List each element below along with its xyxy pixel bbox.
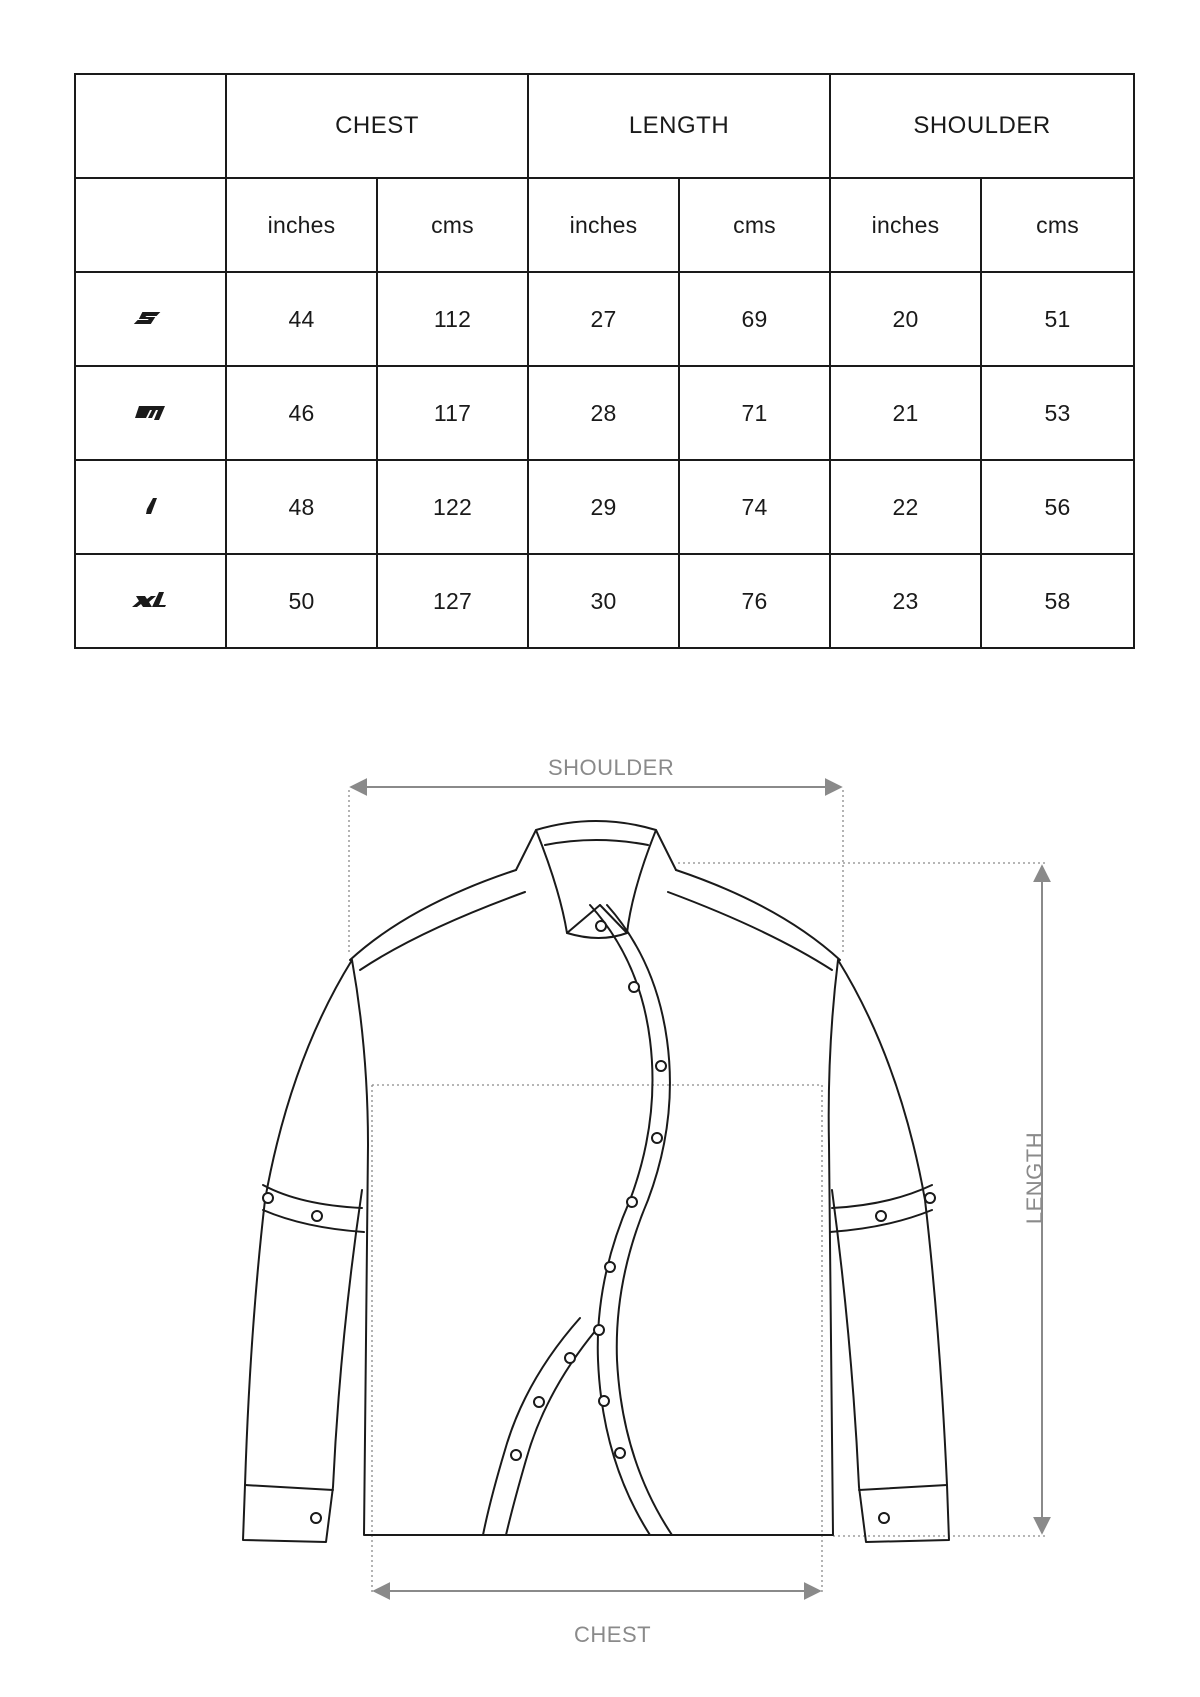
table-cell: 56 xyxy=(981,460,1134,554)
button-icon xyxy=(629,982,639,992)
yoke-left-top xyxy=(350,870,516,960)
table-cell: 50 xyxy=(226,554,377,648)
button-icon xyxy=(511,1450,521,1460)
table-cell: 46 xyxy=(226,366,377,460)
measurement-arrows xyxy=(351,787,1042,1591)
button-icon xyxy=(876,1211,886,1221)
unit-cell: inches xyxy=(830,178,981,272)
button-icon xyxy=(263,1193,273,1203)
left-band-top xyxy=(263,1185,362,1208)
header-shoulder: SHOULDER xyxy=(830,74,1134,178)
yoke-right-bottom xyxy=(668,892,832,970)
table-cell: 69 xyxy=(679,272,830,366)
button-icon xyxy=(925,1193,935,1203)
measurement-guides xyxy=(349,790,1045,1595)
shoulder-label: SHOULDER xyxy=(548,755,675,780)
table-cell: 127 xyxy=(377,554,528,648)
table-cell: 74 xyxy=(679,460,830,554)
yoke-right-top xyxy=(676,870,840,960)
button-icon xyxy=(605,1262,615,1272)
button-icon xyxy=(311,1513,321,1523)
collar-stand xyxy=(567,933,627,938)
table-cell: 21 xyxy=(830,366,981,460)
table-cell: 44 xyxy=(226,272,377,366)
table-cell: 76 xyxy=(679,554,830,648)
button-icon xyxy=(312,1211,322,1221)
unit-cell: cms xyxy=(679,178,830,272)
table-cell: 48 xyxy=(226,460,377,554)
right-sleeve xyxy=(832,960,949,1542)
unit-cell: inches xyxy=(528,178,679,272)
collar-back xyxy=(516,821,676,870)
unit-cell: cms xyxy=(981,178,1134,272)
table-cell: 122 xyxy=(377,460,528,554)
table-cell: 29 xyxy=(528,460,679,554)
placket-left-edge xyxy=(590,905,653,1535)
collar-band xyxy=(545,840,648,845)
header-length: LENGTH xyxy=(528,74,830,178)
button-icon xyxy=(534,1397,544,1407)
table-cell: 71 xyxy=(679,366,830,460)
right-cuff-line xyxy=(859,1485,947,1490)
left-cuff-line xyxy=(245,1485,333,1490)
header-chest: CHEST xyxy=(226,74,528,178)
buttons xyxy=(263,921,935,1523)
button-icon xyxy=(594,1325,604,1335)
placket-right-edge xyxy=(607,905,672,1535)
yoke-left-bottom xyxy=(360,892,525,970)
table-cell: 28 xyxy=(528,366,679,460)
left-sleeve xyxy=(243,960,362,1542)
flap-outer xyxy=(483,1318,580,1535)
chest-label: CHEST xyxy=(574,1622,652,1647)
table-cell: 58 xyxy=(981,554,1134,648)
unit-cell: inches xyxy=(226,178,377,272)
button-icon xyxy=(656,1061,666,1071)
table-cell: 112 xyxy=(377,272,528,366)
right-band-top xyxy=(832,1185,932,1208)
button-icon xyxy=(615,1448,625,1458)
unit-cell: cms xyxy=(377,178,528,272)
table-cell: 117 xyxy=(377,366,528,460)
table-cell: 53 xyxy=(981,366,1134,460)
table-cell: 20 xyxy=(830,272,981,366)
length-label: LENGTH xyxy=(1022,1131,1047,1225)
button-icon xyxy=(565,1353,575,1363)
shirt-body xyxy=(352,960,838,1535)
button-icon xyxy=(599,1396,609,1406)
button-icon xyxy=(627,1197,637,1207)
table-cell: 30 xyxy=(528,554,679,648)
button-icon xyxy=(652,1133,662,1143)
button-icon xyxy=(879,1513,889,1523)
flap-inner xyxy=(506,1330,596,1535)
table-cell: 22 xyxy=(830,460,981,554)
table-cell: 51 xyxy=(981,272,1134,366)
button-icon xyxy=(596,921,606,931)
table-cell: 23 xyxy=(830,554,981,648)
table-cell: 27 xyxy=(528,272,679,366)
